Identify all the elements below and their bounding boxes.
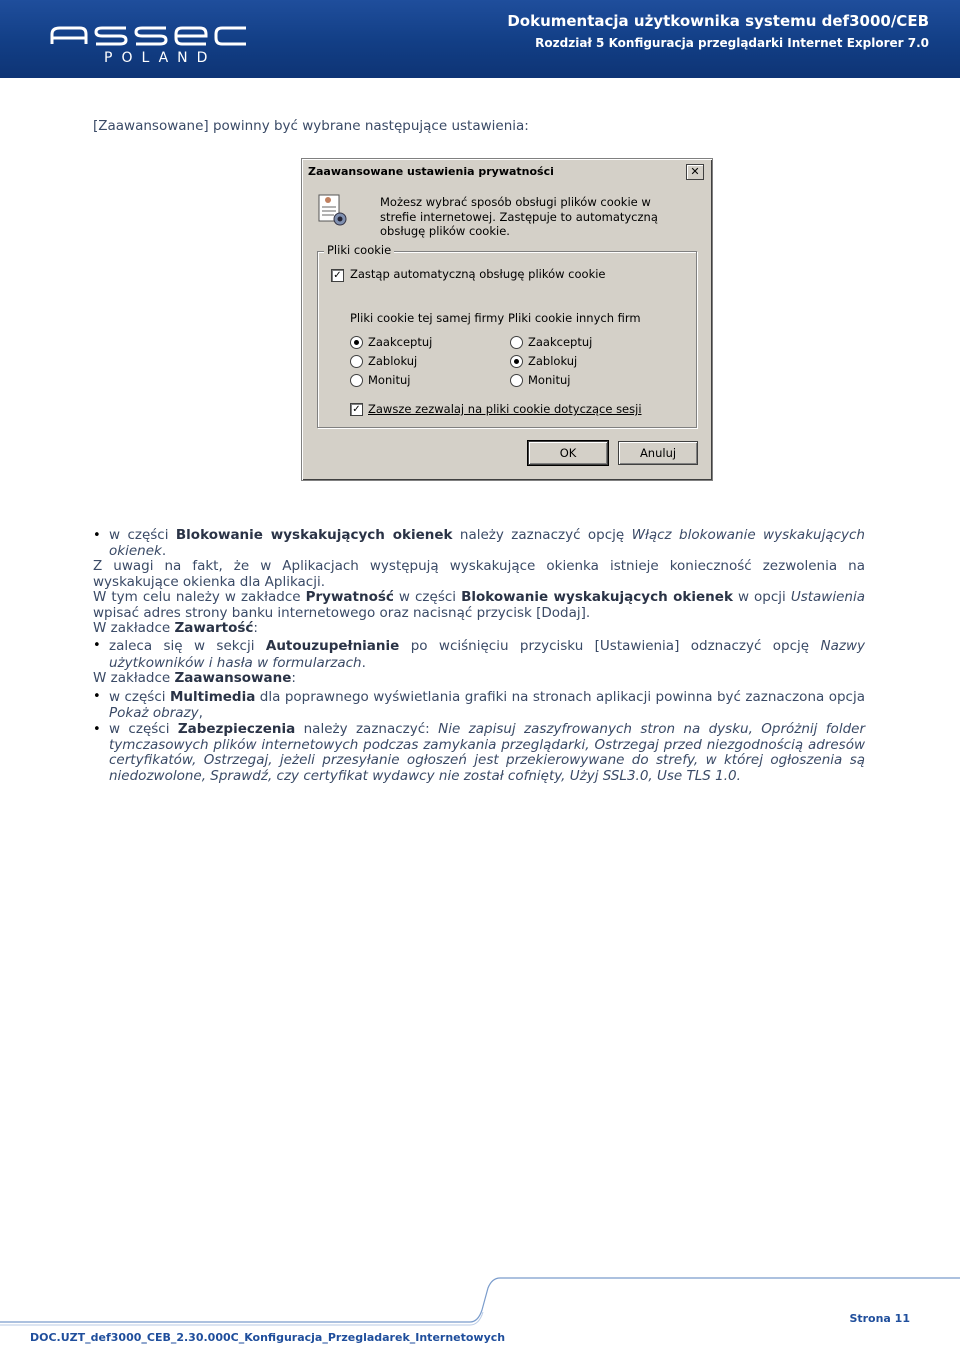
- paragraph-privacy-tab: [93, 590, 865, 621]
- text-fragment: W zakładce: [93, 620, 175, 636]
- text-fragment: w części: [109, 721, 178, 737]
- third-party-label: Pliki cookie innych firm: [508, 311, 641, 325]
- security-section: Zabezpieczenia: [177, 721, 296, 737]
- first-party-prompt-label: Monituj: [368, 373, 411, 387]
- text-fragment: wpisać adres strony banku internetowego oraz nacisnąć przycisk [Dodaj].: [93, 604, 591, 621]
- page-header: [0, 0, 960, 78]
- privacy-document-icon: [316, 193, 348, 229]
- text-fragment: w części: [393, 589, 462, 605]
- logo-poland-text: POLAND: [104, 50, 217, 66]
- popup-blocking-section: Blokowanie wyskakujących okienek: [175, 527, 453, 543]
- footer-divider-curve: [0, 1270, 960, 1330]
- first-party-block-radio[interactable]: [350, 355, 363, 368]
- autocomplete-section: Autouzupełnianie: [265, 638, 400, 654]
- enable-popup-blocking-option: Włącz blokowanie wyskakujących okienek: [109, 527, 865, 559]
- text-fragment: .: [161, 542, 167, 559]
- intro-text: [Zaawansowane] powinny być wybrane następujące ustawienia:: [93, 118, 529, 134]
- bullet-icon: •: [93, 638, 101, 653]
- usernames-passwords-option: Nazwy użytkowników i hasła w formularzach: [109, 638, 865, 671]
- multimedia-section: Multimedia: [169, 689, 256, 705]
- dialog-title: Zaawansowane ustawienia prywatności: [308, 165, 554, 178]
- paragraph-advanced-tab: [93, 671, 865, 687]
- privacy-settings-dialog: [301, 158, 713, 481]
- text-fragment: zaleca się w sekcji: [109, 638, 266, 654]
- show-pictures-option: Pokaż obrazy: [109, 705, 199, 721]
- text-fragment: w opcji: [732, 589, 791, 605]
- third-party-block-radio[interactable]: [510, 355, 523, 368]
- header-subtitle: Rozdział 5 Konfiguracja przeglądarki Internet Explorer 7.0: [535, 36, 929, 50]
- third-party-prompt-label: Monituj: [528, 373, 571, 387]
- first-party-accept-radio[interactable]: [350, 336, 363, 349]
- paragraph-popups-note: Z uwagi na fakt, że w Aplikacjach występują wyskakujące okienka istnieje konieczność zezwolenia na wyskakujące okienka dla Aplikacji.: [93, 558, 865, 590]
- settings-option: Ustawienia: [790, 589, 865, 605]
- override-label: Zastąp automatyczną obsługę plików cookie: [350, 267, 606, 281]
- text-fragment: w części: [109, 527, 176, 543]
- paragraph-content-tab: [93, 621, 865, 637]
- dialog-message: Możesz wybrać sposób obsługi plików cookie w strefie internetowej. Zastępuje to automatyczną obsługę plików cookie.: [380, 195, 658, 238]
- popup-blocking-section: Blokowanie wyskakujących okienek: [461, 589, 733, 605]
- third-party-prompt-radio[interactable]: [510, 374, 523, 387]
- text-fragment: należy zaznaczyć:: [295, 721, 439, 737]
- third-party-accept-label: Zaakceptuj: [528, 335, 593, 349]
- content-tab-name: Zawartość: [174, 620, 254, 636]
- first-party-label: Pliki cookie tej samej firmy: [350, 311, 505, 325]
- text-fragment: W tym celu należy w zakładce: [93, 589, 306, 605]
- text-fragment: należy zaznaczyć opcję: [452, 527, 632, 543]
- session-cookies-checkbox[interactable]: ✓: [350, 403, 363, 416]
- bullet-icon: •: [93, 722, 101, 737]
- close-icon[interactable]: ✕: [686, 164, 704, 180]
- privacy-tab-name: Prywatność: [305, 589, 394, 605]
- asseco-logo: [50, 24, 260, 48]
- bullet-icon: •: [93, 689, 101, 704]
- text-fragment: W zakładce: [93, 670, 175, 686]
- first-party-block-label: Zablokuj: [368, 354, 418, 368]
- text-fragment: :: [253, 620, 258, 636]
- third-party-accept-radio[interactable]: [510, 336, 523, 349]
- text-fragment: ,: [198, 705, 203, 721]
- third-party-block-label: Zablokuj: [528, 354, 578, 368]
- bullet-icon: •: [93, 528, 101, 543]
- override-checkbox[interactable]: ✓: [331, 269, 344, 282]
- header-title: Dokumentacja użytkownika systemu def3000/CEB: [507, 12, 929, 30]
- page-number: Strona 11: [849, 1312, 910, 1325]
- text-fragment: w części: [109, 689, 170, 705]
- text-fragment: dla poprawnego wyświetlania grafiki na stronach aplikacji powinna być zaznaczona opcja: [255, 689, 865, 705]
- cancel-button[interactable]: Anuluj: [618, 441, 698, 465]
- ok-button[interactable]: OK: [528, 441, 608, 465]
- text-fragment: :: [291, 670, 296, 686]
- document-id: DOC.UZT_def3000_CEB_2.30.000C_Konfiguracja_Przegladarek_Internetowych: [30, 1331, 506, 1344]
- dialog-titlebar: [306, 163, 707, 181]
- text-fragment: .: [361, 655, 366, 671]
- advanced-tab-name: Zaawansowane: [174, 670, 292, 686]
- first-party-prompt-radio[interactable]: [350, 374, 363, 387]
- text-fragment: po wciśnięciu przycisku [Ustawienia] odznaczyć opcję: [399, 638, 821, 654]
- security-options-list: Nie zapisuj zaszyfrowanych stron na dysku, Opróżnij folder tymczasowych plików internetowych podczas zamykania przeglądarki, Ostrzegaj przed niezgodnością adresów certyfikatów, Ostrzegaj, jeżeli przesyłanie ogłoszeń jest przekierowywane do strefy, w której ogłoszenia są niedozwolone, Sprawdź, czy certyfikat wydawcy nie został cofnięty, Użyj SSL3.0, Use TLS 1.0.: [109, 721, 865, 785]
- cookies-group-label: Pliki cookie: [324, 243, 394, 257]
- first-party-accept-label: Zaakceptuj: [368, 335, 433, 349]
- session-cookies-label: Zawsze zezwalaj na pliki cookie dotyczące sesji: [368, 402, 642, 416]
